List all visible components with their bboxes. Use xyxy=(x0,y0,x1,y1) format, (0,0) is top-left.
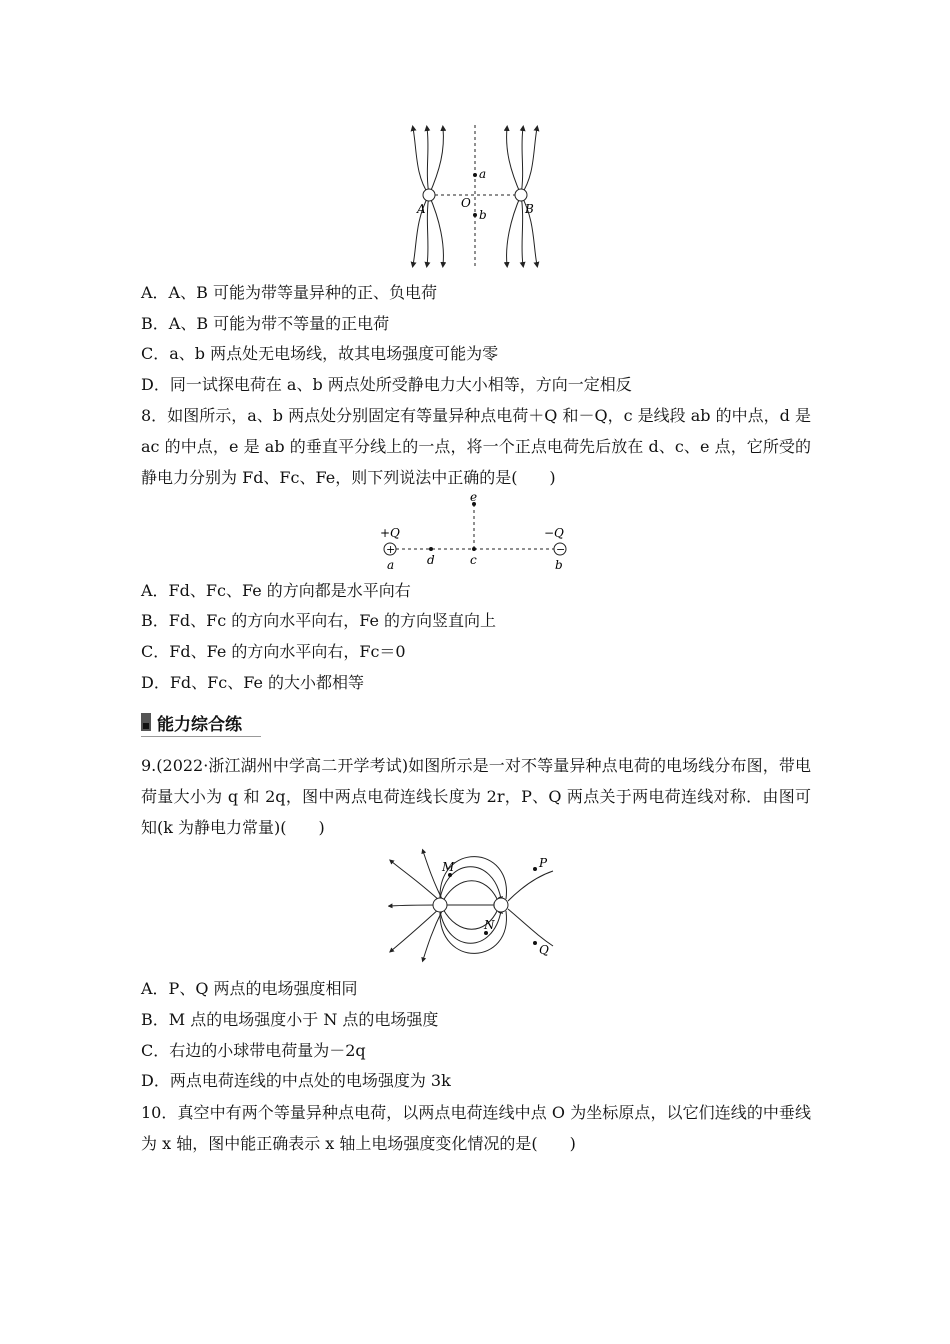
q8-charge-figure xyxy=(378,492,578,574)
section-title: 能力综合练 xyxy=(157,714,242,735)
q9-label-N: N xyxy=(484,918,495,932)
q7-label-B: B xyxy=(525,202,534,216)
q9-option-d: D．两点电荷连线的中点处的电场强度为 3k xyxy=(141,1071,451,1090)
q7-option-d: D．同一试探电荷在 a、b 两点处所受静电力大小相等，方向一定相反 xyxy=(141,375,632,394)
q9-field-line-figure xyxy=(388,846,568,966)
section-heading xyxy=(141,710,242,734)
q8-label-minus-q: −Q xyxy=(544,526,564,540)
q8-label-plus-q: +Q xyxy=(380,526,400,540)
q7-label-A: A xyxy=(417,202,426,216)
q8-stem: 8．如图所示，a、b 两点处分别固定有等量异种点电荷＋Q 和－Q，c 是线段 ab 的中点，d 是 ac 的中点，e 是 ab 的垂直平分线上的一点，将一个正点电荷先后放在 d、c、e 点，它所受的静电力分别为 Fd、Fc、Fe，则下列说法中正确的是( ) xyxy=(141,406,811,487)
q7-label-a: a xyxy=(479,167,487,181)
q8-option-b: B．Fd、Fc 的方向水平向右，Fe 的方向竖直向上 xyxy=(141,611,497,630)
q8-option-d: D．Fd、Fc、Fe 的大小都相等 xyxy=(141,673,365,692)
q8-option-a: A．Fd、Fc、Fe 的方向都是水平向右 xyxy=(141,581,411,600)
q7-field-line-figure xyxy=(405,125,555,270)
q7-option-b: B．A、B 可能为带不等量的正电荷 xyxy=(141,314,390,333)
q8-plus-sign: + xyxy=(386,543,396,556)
q9-label-M: M xyxy=(442,860,455,874)
q9-label-Q: Q xyxy=(539,943,549,957)
q8-option-c: C．Fd、Fe 的方向水平向右，Fc＝0 xyxy=(141,642,406,661)
q7-label-O: O xyxy=(461,196,471,210)
q8-label-a: a xyxy=(387,558,395,572)
q7-label-b: b xyxy=(479,208,487,222)
q8-label-c: c xyxy=(470,553,477,567)
q8-label-b: b xyxy=(555,558,563,572)
q7-option-a: A．A、B 可能为带等量异种的正、负电荷 xyxy=(141,283,437,302)
q8-minus-sign: − xyxy=(556,543,566,556)
q8-label-e: e xyxy=(470,492,478,504)
q9-option-c: C．右边的小球带电荷量为－2q xyxy=(141,1041,366,1060)
q8-label-d: d xyxy=(427,553,435,567)
q7-option-c: C．a、b 两点处无电场线，故其电场强度可能为零 xyxy=(141,344,499,363)
q10-stem: 10．真空中有两个等量异种点电荷，以两点电荷连线中点 O 为坐标原点，以它们连线的中垂线为 x 轴，图中能正确表示 x 轴上电场强度变化情况的是( ) xyxy=(141,1103,811,1153)
q9-option-b: B．M 点的电场强度小于 N 点的电场强度 xyxy=(141,1010,439,1029)
section-marker-icon xyxy=(141,713,151,731)
q9-stem: 9.(2022·浙江湖州中学高二开学考试)如图所示是一对不等量异种点电荷的电场线分布图，带电荷量大小为 q 和 2q，图中两点电荷连线长度为 2r，P、Q 两点关于两电荷连线对称．由图可知(k 为静电力常量)( ) xyxy=(141,756,811,837)
q9-option-a: A．P、Q 两点的电场强度相同 xyxy=(141,979,358,998)
q9-label-P: P xyxy=(539,856,548,870)
